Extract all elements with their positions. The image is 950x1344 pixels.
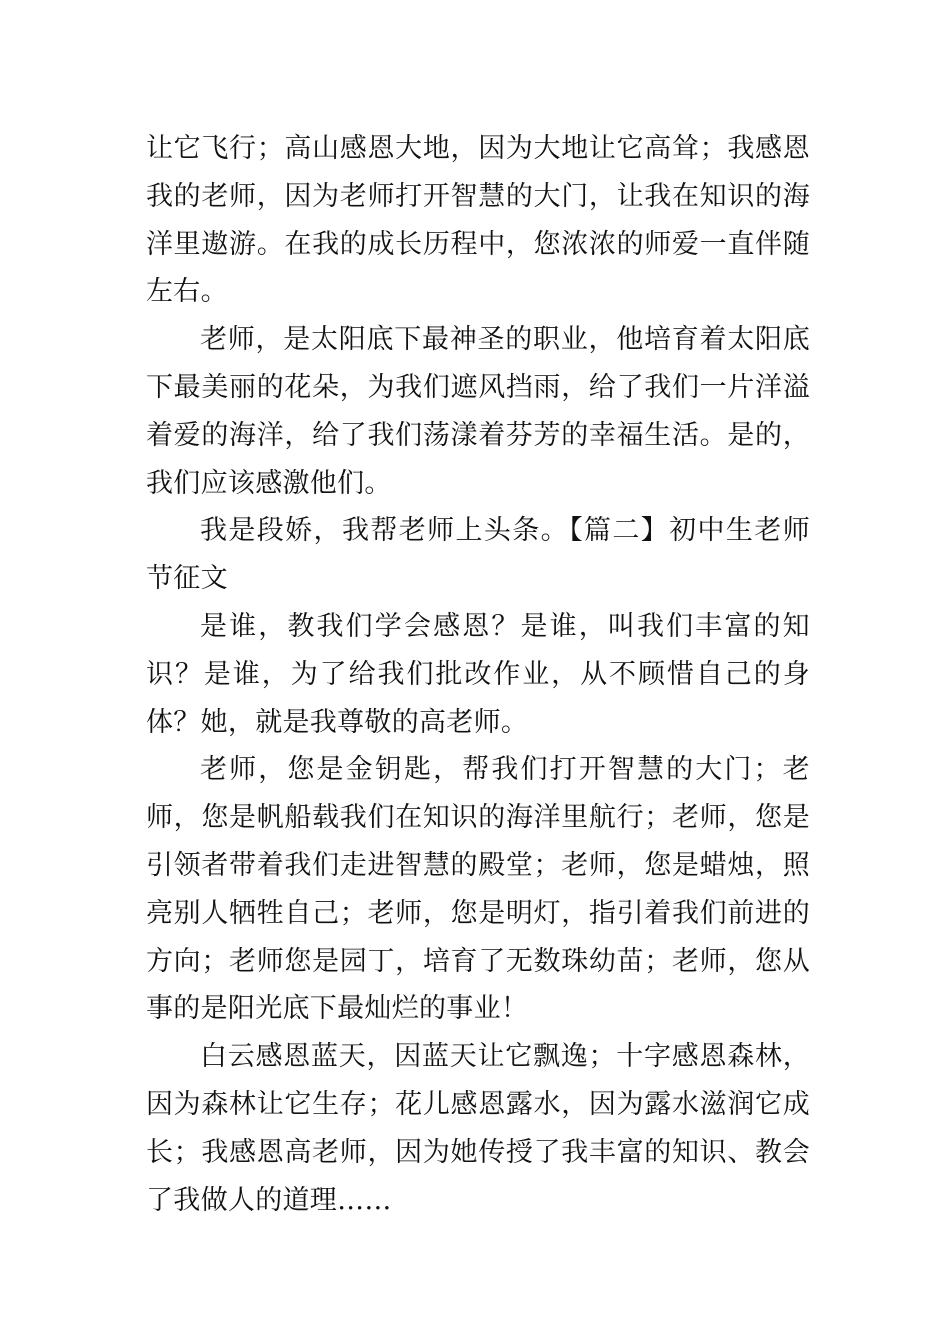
paragraph-section-heading: 我是段娇，我帮老师上头条。【篇二】初中生老师节征文 (146, 515, 810, 595)
paragraph-continuation: 让它飞行；高山感恩大地，因为大地让它高耸；我感恩我的老师，因为老师打开智慧的大门，让我在知识的海洋里遨游。在我的成长历程中，您浓浓的师爱一直伴随左右。 (146, 133, 810, 308)
paragraph: 老师，是太阳底下最神圣的职业，他培育着太阳底下最美丽的花朵，为我们遮风挡雨，给了我们一片洋溢着爱的海洋，给了我们荡漾着芬芳的幸福生活。是的，我们应该感激他们。 (146, 324, 810, 499)
paragraph: 白云感恩蓝天，因蓝天让它飘逸；十字感恩森林，因为森林让它生存；花儿感恩露水，因为露水滋润它成长；我感恩高老师，因为她传授了我丰富的知识、教会了我做人的道理…… (146, 1041, 810, 1216)
paragraph: 老师，您是金钥匙，帮我们打开智慧的大门；老师，您是帆船载我们在知识的海洋里航行；老师，您是引领者带着我们走进智慧的殿堂；老师，您是蜡烛，照亮别人牺牲自己；老师，您是明灯，指引着我们前进的方向；老师您是园丁，培育了无数珠幼苗；老师，您从事的是阳光底下最灿烂的事业！ (146, 754, 810, 1025)
body-text (146, 125, 810, 1224)
paragraph: 是谁，教我们学会感恩？是谁，叫我们丰富的知识？是谁，为了给我们批改作业，从不顾惜自己的身体？她，就是我尊敬的高老师。 (146, 610, 810, 738)
